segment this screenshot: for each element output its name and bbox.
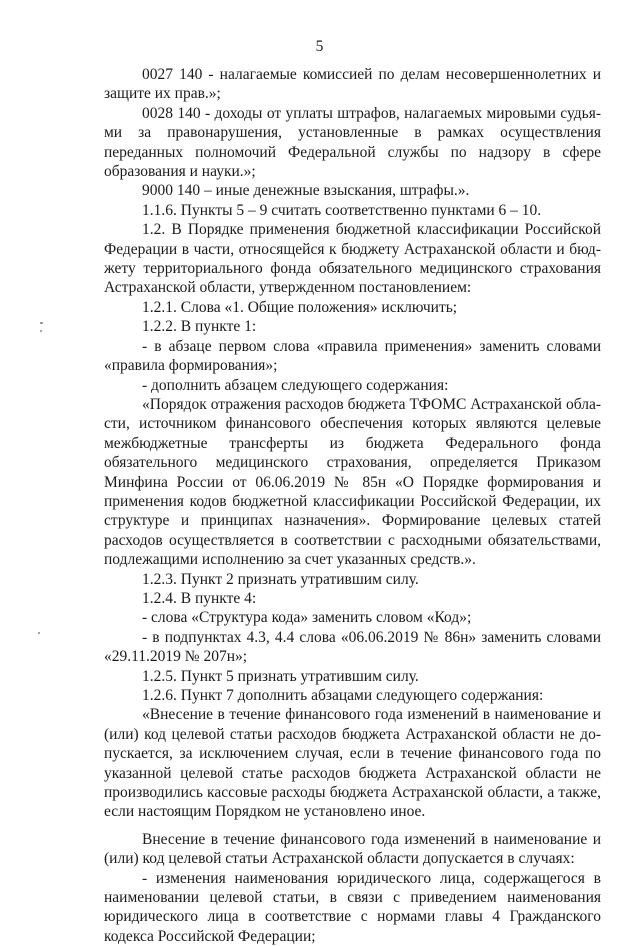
paragraph: «Внесение в течение финансового года изменений в наименование и (или) код целевой статьи расходов бюджета Астраханской области не допускается, за исключением случая, если в течение финансового года по указанной целевой статье расходов бюджета Астраханской области не производились кассовые расходы бюджета Астраханской области, а также, если настоящим Порядком не установлено иное. [104, 706, 601, 821]
paragraph: 1.2.4. В пункте 4: [142, 589, 257, 607]
paragraph: - в абзаце первом слова «правила применения» заменить словами «правила формирования»; [104, 337, 601, 375]
scan-speck [38, 632, 40, 634]
paragraph: 1.2. В Порядке применения бюджетной классификации Российской Федерации в части, относящейся к бюджету Астраханской области и бюджету территориального фонда обязательного медицинского страхования Астраханской области, утвержденном постановлением: [104, 221, 601, 297]
document-body [104, 65, 601, 946]
paragraph: 0027 140 - налагаемые комиссией по делам несовершеннолетних и защите их прав.»; [104, 66, 601, 103]
paragraph: - дополнить абзацем следующего содержания: [142, 376, 449, 394]
paragraph: - изменения наименования юридического лица, содержащегося в наименовании целевой статьи, в связи с приведением наименования юридического лица в соответствие с нормами главы 4 Гражданского кодекса Российской Федерации; [104, 869, 601, 945]
paragraph: 1.1.6. Пункты 5 – 9 считать соответственно пунктами 6 – 10. [142, 201, 542, 219]
paragraph: 1.2.3. Пункт 2 признать утратившим силу. [142, 570, 419, 588]
paragraph: - слова «Структура кода» заменить словом «Код»; [142, 609, 472, 627]
page-number: 5 [315, 38, 324, 55]
paragraph: «Порядок отражения расходов бюджета ТФОМС Астраханской области, источником финансового обеспечения которых являются целевые межбюджетные трансферты из бюджета Федерального фонда обязательного медицинского страхования, определяется Приказом Минфина России от 06.06.2019 № 85н «О Порядке формирования и применения кодов бюджетной классификации Российской Федерации, их структуре и принципах назначения». Формирование целевых статей расходов осуществляется в соответствии с расходными обязательствами, подлежащими исполнению за счет указанных средств.». [104, 395, 601, 569]
paragraph: Внесение в течение финансового года изменений в наименование и (или) код целевой статьи Астраханской области допускается в случаях: [104, 830, 601, 868]
paragraph: 1.2.5. Пункт 5 признать утратившим силу. [142, 667, 419, 685]
scan-speck [40, 330, 42, 332]
paragraph: 1.2.1. Слова «1. Общие положения» исключить; [142, 298, 458, 316]
paragraph: 9000 140 – иные денежные взыскания, штрафы.». [142, 182, 470, 200]
paragraph: 0028 140 - доходы от уплаты штрафов, налагаемых мировыми судьями за правонарушения, установленные в рамках осуществления переданных полномочий Федеральной службы по надзору в сфере образования и науки.»; [104, 104, 601, 181]
paragraph: 1.2.2. В пункте 1: [142, 318, 257, 336]
paragraph: 1.2.6. Пункт 7 дополнить абзацами следующего содержания: [142, 687, 544, 704]
paragraph: - в подпунктах 4.3, 4.4 слова «06.06.2019 № 86н» заменить словами «29.11.2019 № 207н»; [104, 628, 601, 666]
scan-speck [40, 322, 43, 324]
